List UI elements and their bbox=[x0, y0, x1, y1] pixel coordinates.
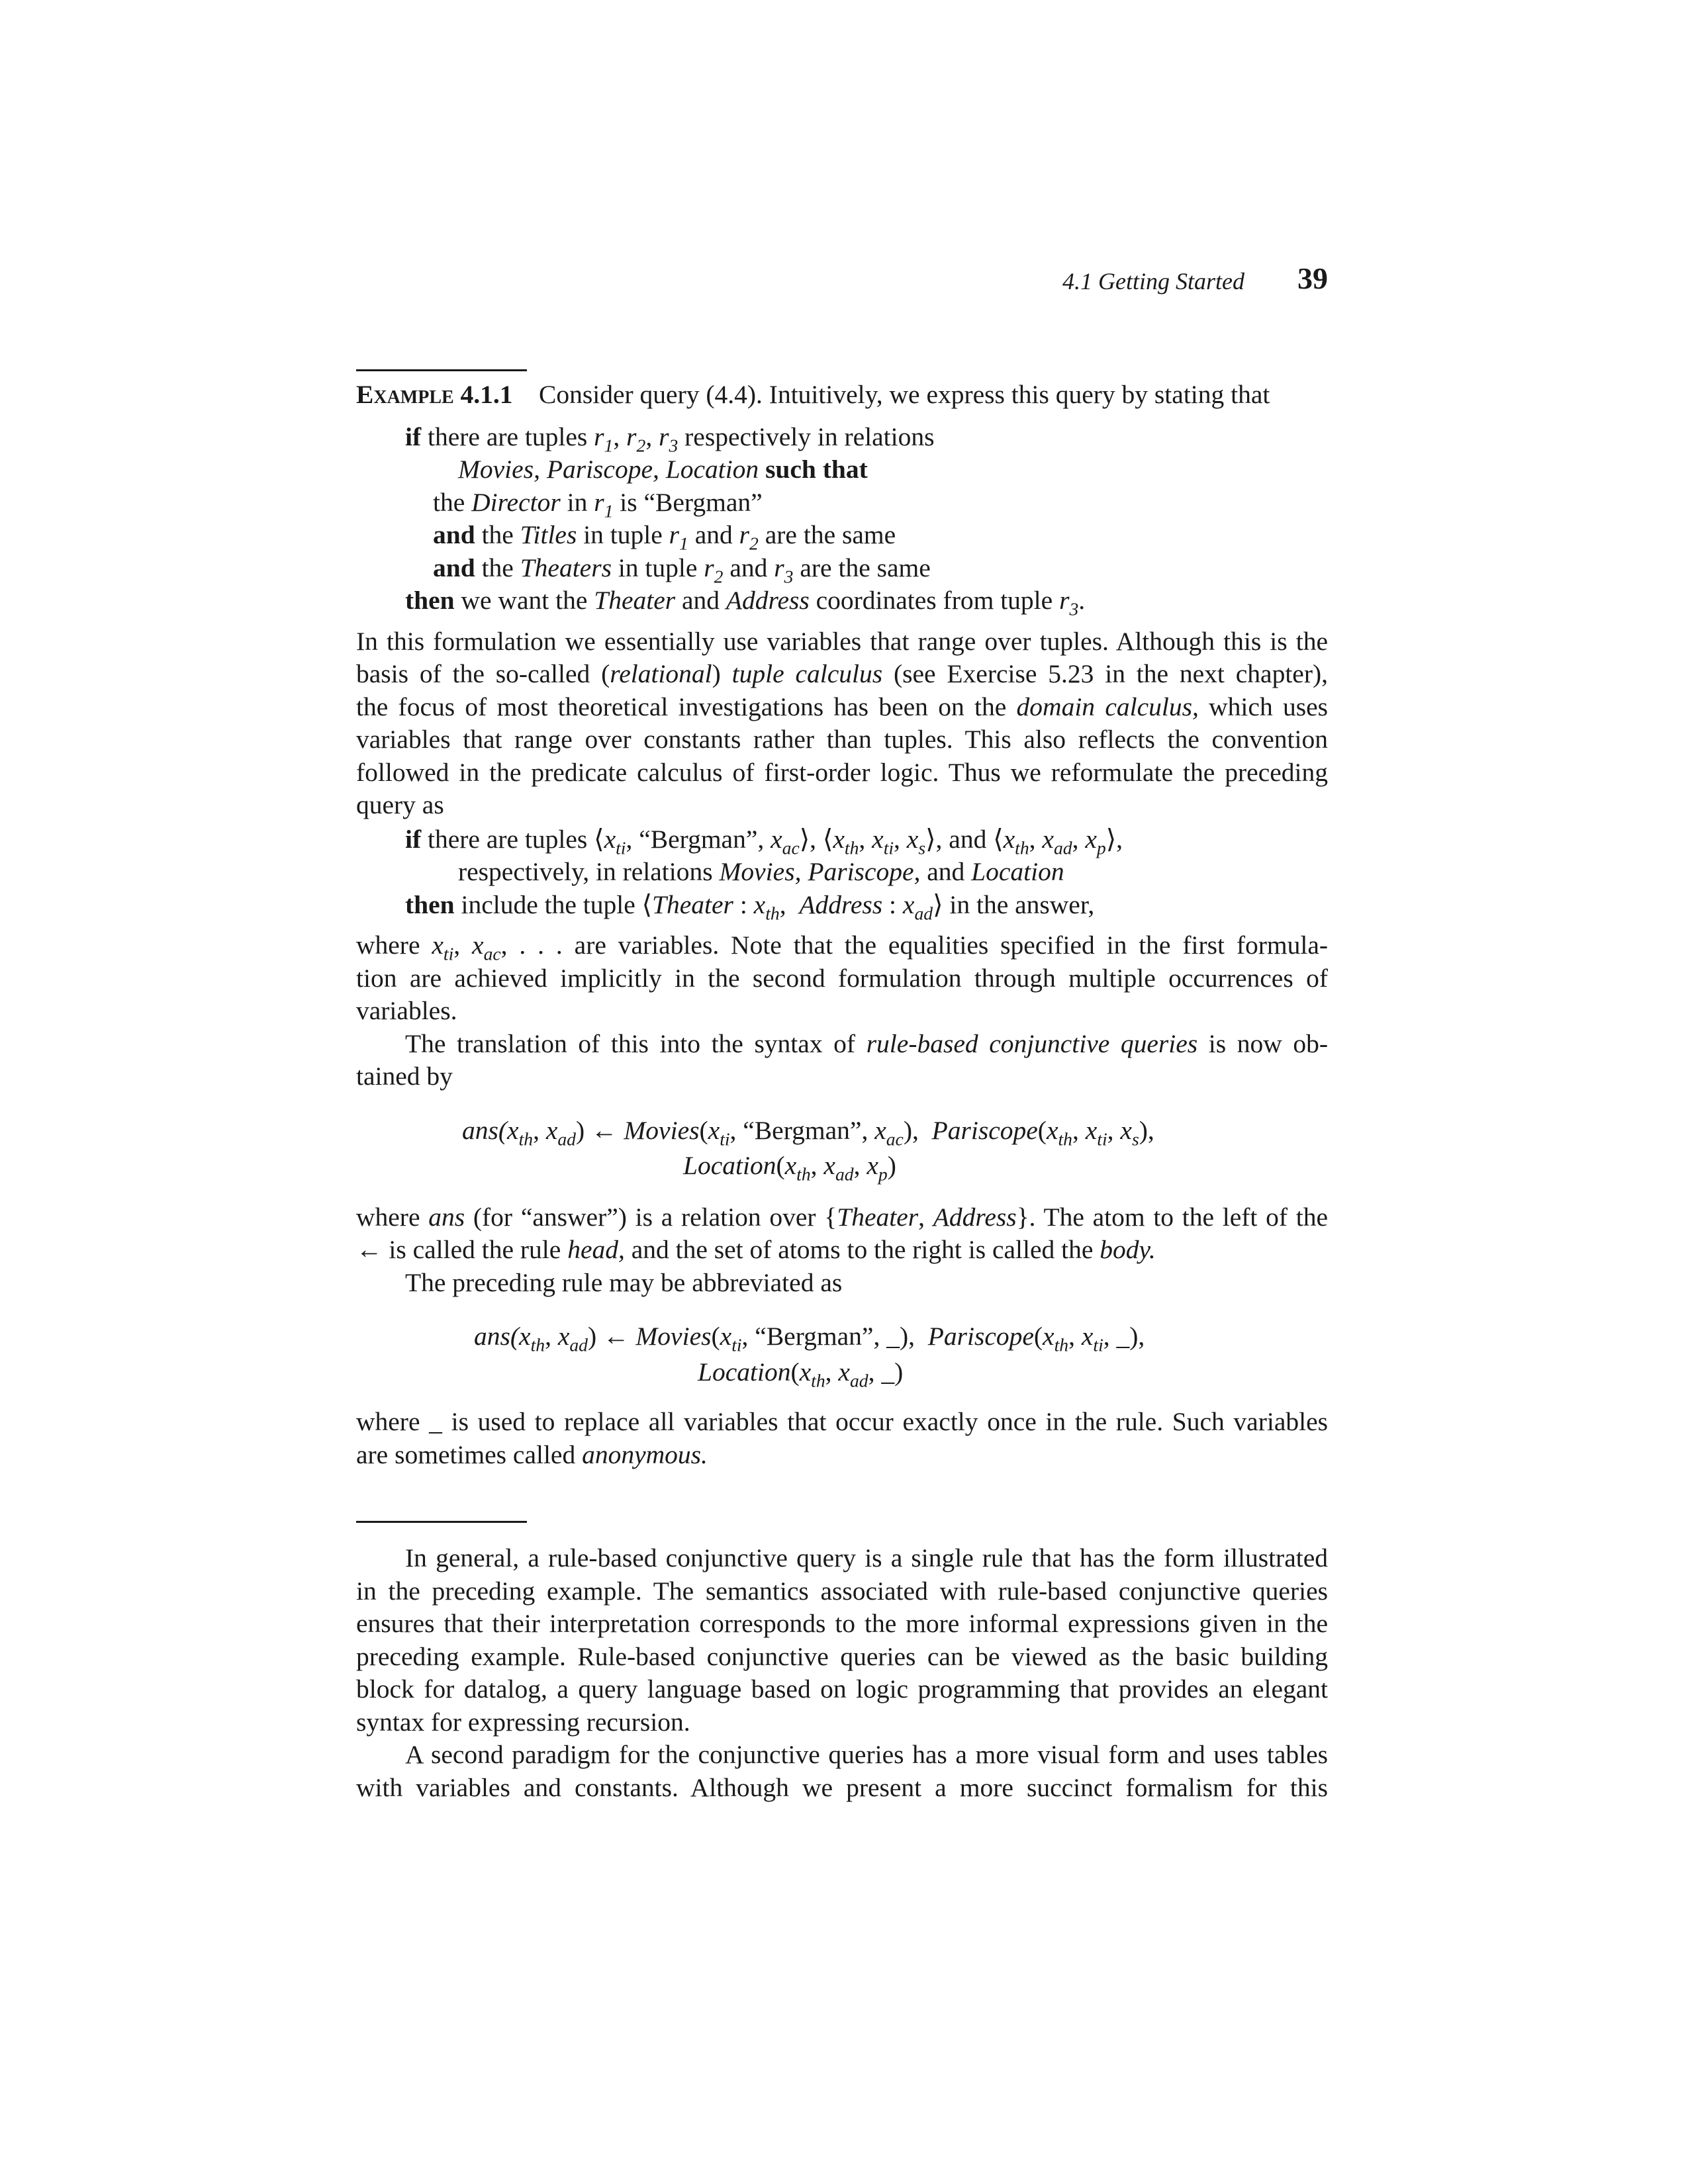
paragraph-anonymous: where _ is used to replace all variables that occur exactly once in the rule. Such variables are sometimes called anonymous. bbox=[356, 1407, 1328, 1469]
example-top-rule bbox=[356, 369, 527, 371]
example-block bbox=[356, 379, 1328, 1471]
running-header bbox=[927, 263, 1328, 303]
example-bottom-rule bbox=[356, 1521, 527, 1523]
first-formulation: if there are tuples $r_1$, $r_2$, $r_3$ respectively in relations Movies, Pariscope, Location such that the Director in $r_1$ is “Bergman” and the Titles in tuple $r_1$ and $r_2$ are the same and the Theaters in tuple $r_2$ and $r_3$ are the same then we want the Theater and Address coordinates from tuple $r_3$. bbox=[405, 422, 1086, 619]
example-label: Example 4.1.1 bbox=[356, 380, 513, 409]
page-number: 39 bbox=[1297, 261, 1328, 295]
paragraph-variables: where $x_{ti}$, $x_{ac}$, . . . are variables. Note that the equalities specified in the first formula- tion are achieved implicitly in the second formulation through multiple occurrences of variables. The translation of this into the syntax of rule-based conjunctive queries is now ob- tained by bbox=[356, 931, 1329, 1091]
section-title: 4.1 Getting Started bbox=[1062, 268, 1244, 295]
example-intro-line: Example 4.1.1 Consider query (4.4). Intuitively, we express this query by stating that bbox=[356, 380, 1270, 409]
rule-display-2: $ans(x_{th}$, $x_{ad}$) ← $Movies(x_{ti}$, “Bergman”, _), $Pariscope(x_{th}$, $x_{ti}$, _), $Location(x_{th}$, $x_{ad}$, _) bbox=[474, 1322, 1145, 1391]
paragraph-tuple-calculus: In this formulation we essentially use variables that range over tuples. Although this is the basis of the so-called (relational) tuple calculus (see Exercise 5.23 in the next chapter), the focus of most theoretical investigations has been on the domain calculus, which uses variables that range over constants rather than tuples. This also reflects the convention followed in the predicate calculus of first-order logic. Thus we reformulate the preceding query as bbox=[356, 626, 1329, 819]
rule-display-1: $ans(x_{th}$, $x_{ad}$) ← $Movies(x_{ti}$, “Bergman”, $x_{ac}$), $Pariscope(x_{th}$, $x_{ti}$, $x_s$), $Location(x_{th}$, $x_{ad}$, $x_p$) bbox=[462, 1115, 1154, 1185]
body-text: In general, a rule-based conjunctive query is a single rule that has the form illustrated in the preceding example. The semantics associated with rule-based conjunctive queries ensures that their interpretation corresponds to the more informal expressions given in the preceding example. Rule-based conjunctive queries can be viewed as the basic building block for datalog, a query language based on logic programming that provides an elegant syntax for expressing recursion. A second paradigm for the conjunctive queries has a more visual form and uses tables with variables and constants. Although we present a more succinct formalism for this bbox=[356, 1543, 1328, 1802]
paragraph-head-body: where ans (for “answer”) is a relation over {Theater, Address}. The atom to the left of the ← is called the rule head, and the set of atoms to the right is called the body. The preceding rule may be abbreviated as bbox=[356, 1202, 1329, 1297]
second-formulation: if there are tuples $⟨x_{ti}$, “Bergman”, $x_{ac}⟩$, $⟨x_{th}$, $x_{ti}$, $x_s⟩$, and $⟨x_{th}$, $x_{ad}$, $x_p⟩$, respectively, in relations Movies, Pariscope, and Location then include the tuple ⟨Theater : $x_{th}$, Address : $x_{ad}⟩$ in the answer, bbox=[405, 824, 1123, 924]
